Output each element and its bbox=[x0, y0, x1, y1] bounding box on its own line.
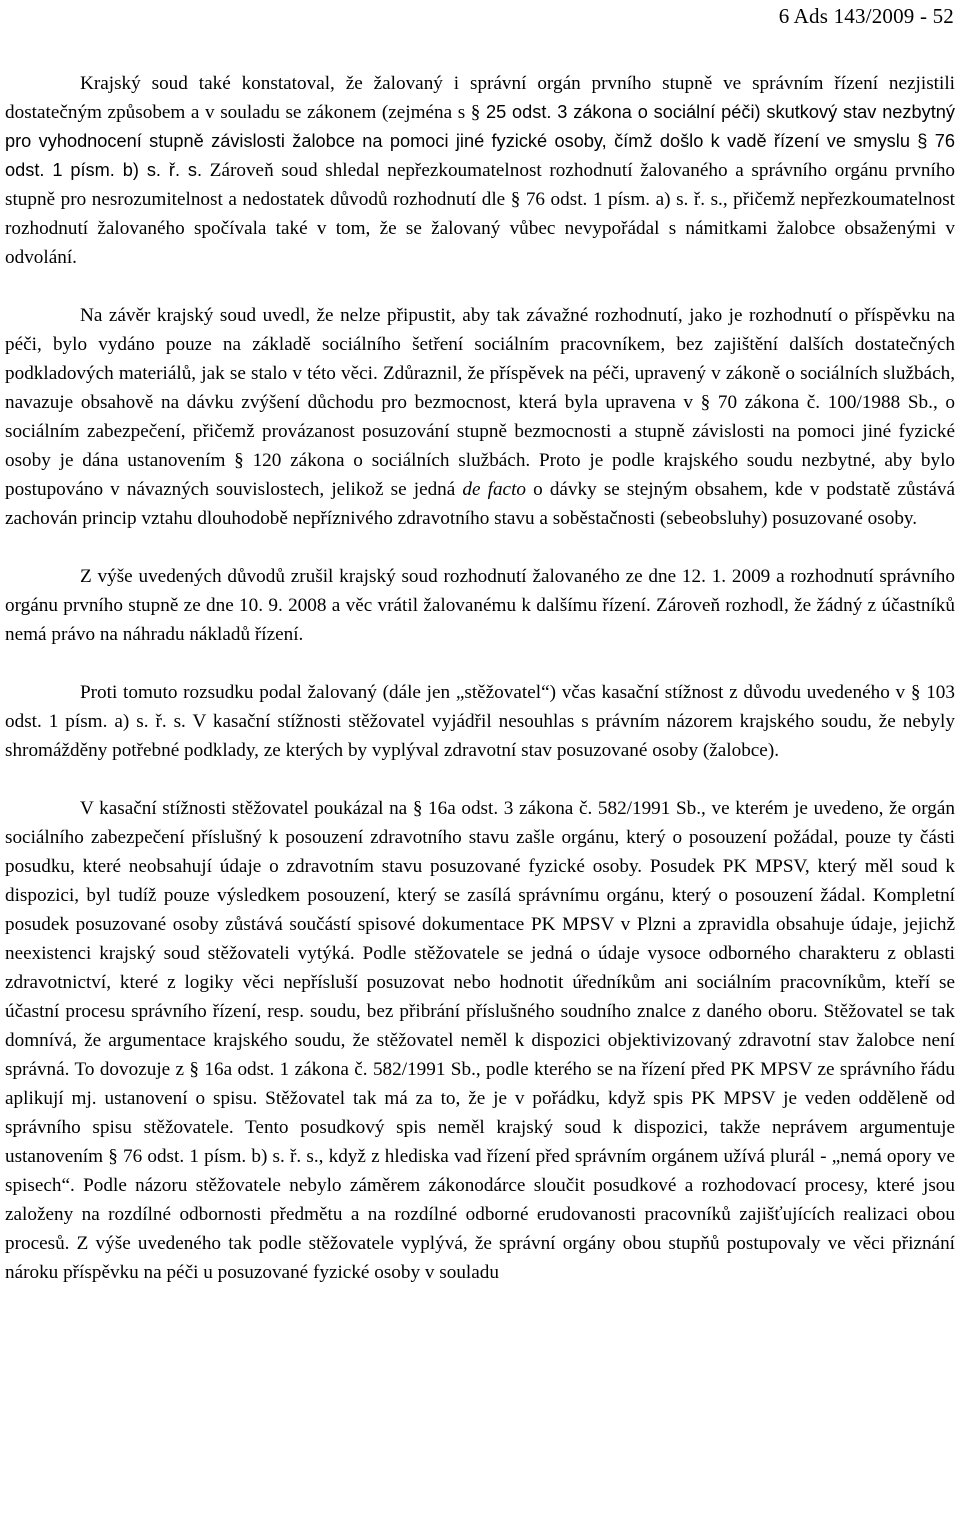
paragraph-text-segment: o dávky se stejným obsahem, kde v podstatě zůstává zachován princip vztahu dlouhodobě nepříznivého zdravotního stavu a soběstačnosti (sebeobsluhy) posuzované osoby. bbox=[5, 479, 955, 529]
paragraph-1 bbox=[5, 69, 955, 272]
paragraph-text-segment: Na závěr krajský soud uvedl, že nelze připustit, aby tak závažné rozhodnutí, jako je rozhodnutí o příspěvku na péči, bylo vydáno pouze na základě sociálního šetření sociálním pracovníkem, bez zajištění dalších dostatečných podkladových materiálů, jak se stalo v této věci. Zdůraznil, že příspěvek na péči, upravený v zákoně o sociálních službách, navazuje obsahově na dávku zvýšení důchodu pro bezmocnost, která byla upravena v § 70 zákona č. 100/1988 Sb., o sociálním zabezpečení, přičemž provázanost posuzování stupně bezmocnosti a stupně závislosti na pomoci jiné fyzické osoby je dána ustanovením § 120 zákona o sociálních službách. Proto je podle krajského soudu nezbytné, aby bylo postupováno v návazných souvislostech, jelikož se jedná bbox=[5, 305, 955, 500]
paragraph-text-segment: Proti tomuto rozsudku podal žalovaný (dále jen „stěžovatel“) včas kasační stížnost z důvodu uvedeného v § 103 odst. 1 písm. a) s. ř. s. V kasační stížnosti stěžovatel vyjádřil nesouhlas s právním názorem krajského soudu, že nebyly shromážděny potřebné podklady, ze kterých by vyplýval zdravotní stav posuzované osoby (žalobce). bbox=[5, 682, 955, 761]
paragraph-text-segment: Z výše uvedených důvodů zrušil krajský soud rozhodnutí žalovaného ze dne 12. 1. 2009 a rozhodnutí správního orgánu prvního stupně ze dne 10. 9. 2008 a věc vrátil žalovanému k dalšímu řízení. Zároveň rozhodl, že žádný z účastníků nemá právo na náhradu nákladů řízení. bbox=[5, 566, 955, 645]
document-body bbox=[5, 69, 955, 1287]
paragraph-4 bbox=[5, 678, 955, 765]
paragraph-3 bbox=[5, 562, 955, 649]
page-header-case-number: 6 Ads 143/2009 - 52 bbox=[778, 4, 954, 28]
paragraph-5 bbox=[5, 794, 955, 1287]
paragraph-text-segment: Krajský soud také konstatoval, že žalovaný i správní orgán prvního stupně ve správním řízení nezjistili dostatečným způsobem a v souladu se zákonem (zejména s § bbox=[5, 73, 955, 123]
paragraph-text-segment: Zároveň soud shledal nepřezkoumatelnost rozhodnutí žalovaného a správního orgánu prvního stupně pro nesrozumitelnost a nedostatek důvodů rozhodnutí dle § 76 odst. 1 písm. a) s. ř. s., přičemž nepřezkoumatelnost rozhodnutí žalovaného spočívala také v tom, že se žalovaný vůbec nevypořádal s námitkami žalobce obsaženými v odvolání. bbox=[5, 160, 956, 268]
paragraph-text-segment: V kasační stížnosti stěžovatel poukázal na § 16a odst. 3 zákona č. 582/1991 Sb., ve kterém je uvedeno, že orgán sociálního zabezpečení příslušný k posouzení zdravotního stavu zašle orgánu, který o posouzení požádal, pouze ty části posudku, které neobsahují údaje o zdravotním stavu posuzované fyzické osoby. Posudek PK MPSV, který měl soud k dispozici, byl tudíž pouze výsledkem posouzení, který se zasílá správnímu orgánu, který o posouzení žádal. Kompletní posudek posuzované osoby zůstává součástí spisové dokumentace PK MPSV v Plzni a zpravidla obsahuje údaje, jejichž neexistenci krajský soud stěžovateli vytýká. Podle stěžovatele se jedná o údaje vysoce odborného charakteru z oblasti zdravotnictví, které z logiky věci nepřísluší posuzovat nebo hodnotit úředníkům ani sociálním pracovníkům, kteří se účastní procesu správního řízení, resp. soudu, bez přibrání příslušného soudního znalce z daného oboru. Stěžovatel se tak domnívá, že argumentace krajského soudu, že stěžovatel neměl k dispozici objektivizovaný zdravotní stav žalobce není správná. To dovozuje z § 16a odst. 1 zákona č. 582/1991 Sb., podle kterého se na řízení před PK MPSV ze správního řádu aplikují mj. ustanovení o spisu. Stěžovatel tak má za to, že je v pořádku, když spis PK MPSV je veden odděleně od správního spisu stěžovatele. Tento posudkový spis neměl krajský soud k dispozici, takže neprávem argumentuje ustanovením § 76 odst. 1 písm. b) s. ř. s., když z hlediska vad řízení před správním orgánem užívá plurál - „nemá opory ve spisech“. Podle názoru stěžovatele nebylo záměrem zákonodárce sloučit posudkové a rozhodovací procesy, které jsou založeny na rozdílné odbornosti předmětu a na rozdílné odborné erudovanosti pracovníků zajišťujících realizaci obou procesů. Z výše uvedeného tak podle stěžovatele vyplývá, že správní orgány obou stupňů postupovaly ve věci přiznání nároku příspěvku na péči u posuzované fyzické osoby v souladu bbox=[5, 798, 955, 1283]
paragraph-text-segment: de facto bbox=[462, 479, 526, 500]
paragraph-2 bbox=[5, 301, 955, 533]
paragraph-text-segment: 25 odst. 3 zákona o sociální péči) skutkový stav nezbytný pro vyhodnocení stupně závislosti žalobce na pomoci jiné fyzické osoby, čímž došlo k vadě řízení ve smyslu § 76 odst. 1 písm. b) s. ř. s. bbox=[5, 102, 955, 180]
